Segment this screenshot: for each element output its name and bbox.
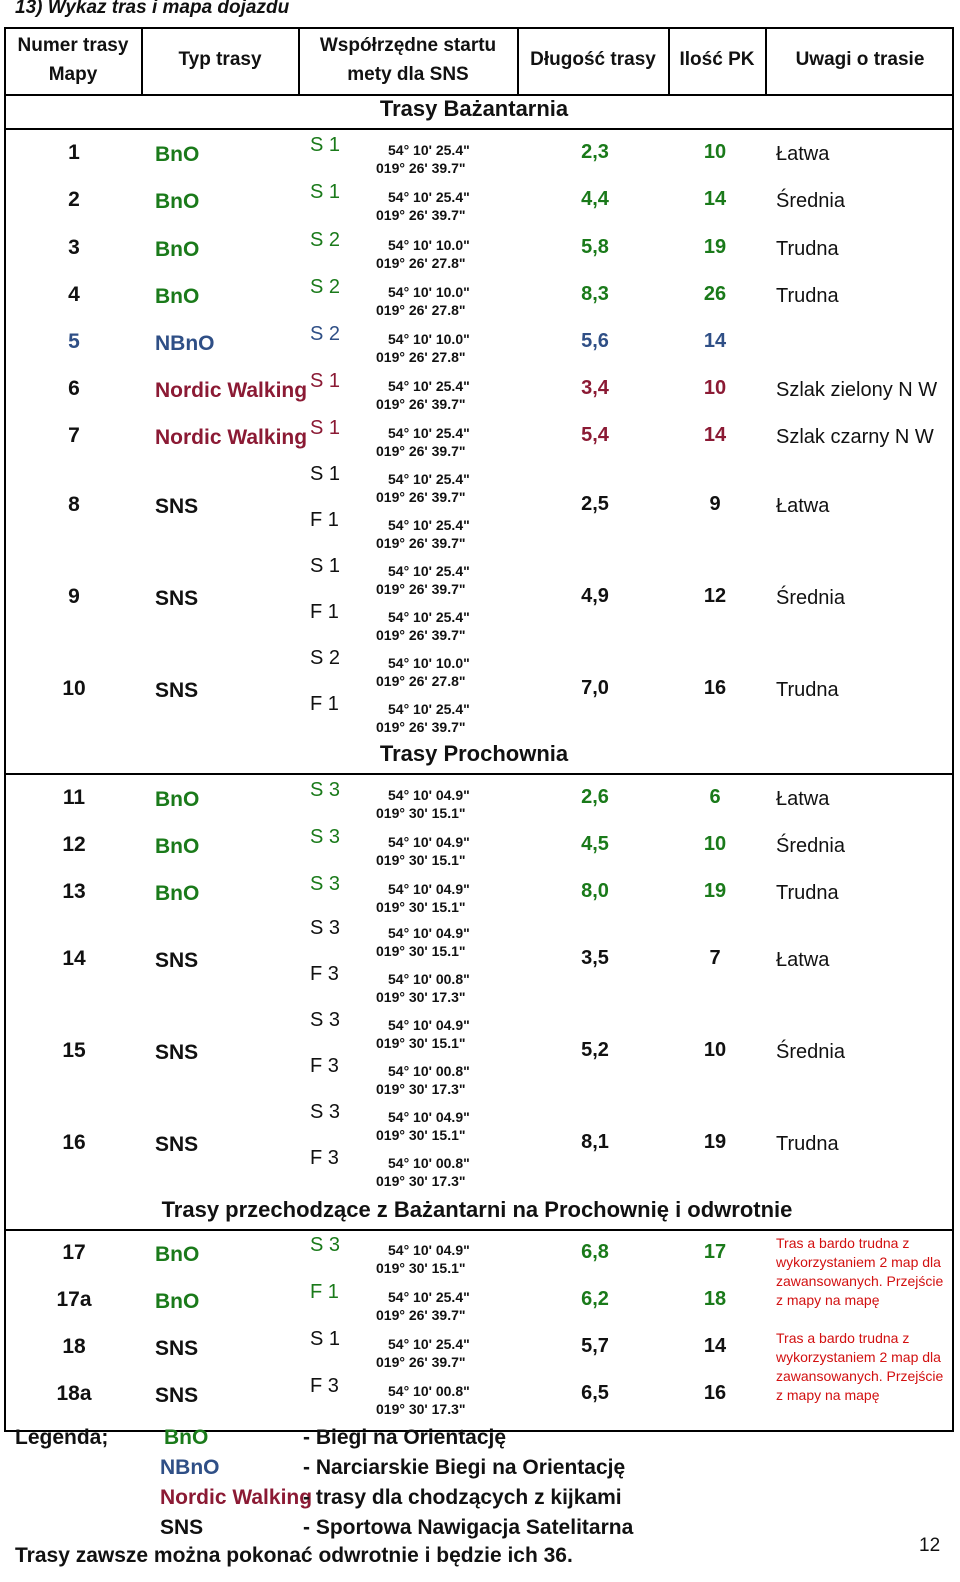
route-length: 8,0 [581,880,609,902]
page-heading: 13) Wykaz tras i mapa dojazdu [15,0,290,18]
start-point-label: F 1 [310,1281,339,1303]
legend-symbol: Nordic Walking [160,1486,313,1509]
route-note: Trudna [776,1133,839,1155]
route-type: NBnO [155,332,215,355]
start-coordinates: 54° 10' 04.9" 019° 30' 15.1" [376,1242,470,1276]
finish-coordinates: 54° 10' 00.8" 019° 30' 17.3" [376,1155,470,1189]
header-notes: Uwagi o trasie [795,49,925,70]
route-length: 3,4 [581,377,609,399]
start-point-label: S 2 [310,323,341,345]
route-note-17: Tras a bardo trudna z wykorzystaniem 2 map dla zawansowanych. Przejście z mapy na mapę [776,1235,944,1308]
start-point-label: S 2 [310,647,341,669]
control-points-count: 9 [709,493,721,515]
start-coordinates: 54° 10' 10.0" 019° 26' 27.8" [376,284,470,318]
route-number: 3 [68,236,80,259]
route-length: 4,9 [581,585,609,607]
start-point-label: S 3 [310,779,341,801]
route-note: Szlak czarny N W [776,426,934,448]
legend-label: Legenda; [15,1426,109,1449]
legend-description: - trasy dla chodzących z kijkami [303,1486,622,1509]
route-note: Łatwa [776,143,830,165]
section-divider [4,1229,954,1231]
start-point-label: S 3 [310,917,341,939]
route-note: Szlak zielony N W [776,379,938,401]
control-points-count: 10 [703,141,727,163]
start-point-label: S 2 [310,276,341,298]
route-length: 5,2 [581,1039,609,1061]
control-points-count: 19 [703,236,727,258]
route-length: 2,5 [581,493,609,515]
control-points-count: 14 [703,424,727,446]
start-coordinates: 54° 10' 10.0" 019° 26' 27.8" [376,331,470,365]
finish-point-label: F 1 [310,601,339,623]
finish-coordinates: 54° 10' 25.4" 019° 26' 39.7" [376,517,470,551]
route-length: 6,2 [581,1288,609,1310]
route-type: SNS [155,1337,199,1360]
control-points-count: 10 [703,1039,727,1061]
start-coordinates: 54° 10' 04.9" 019° 30' 15.1" [376,834,470,868]
header-pk: Ilość PK [679,49,755,70]
route-number: 9 [68,585,80,608]
control-points-count: 17 [703,1241,727,1263]
start-coordinates: 54° 10' 25.4" 019° 26' 39.7" [376,142,470,176]
start-coordinates: 54° 10' 25.4" 019° 26' 39.7" [376,471,470,505]
route-number: 5 [68,330,80,353]
route-type: BnO [155,190,200,213]
control-points-count: 14 [703,1335,727,1357]
route-type: SNS [155,1384,199,1407]
legend-symbol: SNS [160,1516,204,1539]
route-length: 8,3 [581,283,609,305]
route-note: Średnia [776,1041,845,1063]
route-note: Średnia [776,190,845,212]
route-type: BnO [155,882,200,905]
legend-symbol: BnO [164,1426,209,1449]
route-note: Łatwa [776,788,830,810]
start-coordinates: 54° 10' 04.9" 019° 30' 15.1" [376,881,470,915]
route-note-18: Tras a bardo trudna z wykorzystaniem 2 map dla zawansowanych. Przejście z mapy na mapę [776,1330,944,1403]
start-coordinates: 54° 10' 25.4" 019° 26' 39.7" [376,563,470,597]
route-type: BnO [155,143,200,166]
start-coordinates: 54° 10' 04.9" 019° 30' 15.1" [376,1017,470,1051]
control-points-count: 14 [703,188,727,210]
route-number: 10 [62,677,86,700]
route-type: BnO [155,1243,200,1266]
route-length: 6,8 [581,1241,609,1263]
start-point-label: S 1 [310,181,341,203]
footer-note: Trasy zawsze można pokonać odwrotnie i będzie ich 36. [15,1544,573,1567]
section-divider [4,773,954,775]
route-type: SNS [155,495,199,518]
route-number: 11 [62,786,86,809]
route-length: 6,5 [581,1382,609,1404]
route-length: 5,8 [581,236,609,258]
control-points-count: 12 [703,585,727,607]
start-point-label: S 3 [310,826,341,848]
start-coordinates: 54° 10' 25.4" 019° 26' 39.7" [376,425,470,459]
route-number: 17a [56,1288,92,1311]
control-points-count: 10 [703,377,727,399]
route-length: 2,6 [581,786,609,808]
route-length: 3,5 [581,947,609,969]
finish-point-label: F 3 [310,963,339,985]
route-type: SNS [155,949,199,972]
finish-coordinates: 54° 10' 25.4" 019° 26' 39.7" [376,701,470,735]
control-points-count: 26 [703,283,727,305]
route-length: 5,4 [581,424,609,446]
route-length: 2,3 [581,141,609,163]
finish-point-label: F 3 [310,1147,339,1169]
route-length: 4,5 [581,833,609,855]
route-length: 7,0 [581,677,609,699]
start-coordinates: 54° 10' 04.9" 019° 30' 15.1" [376,1109,470,1143]
finish-coordinates: 54° 10' 00.8" 019° 30' 17.3" [376,971,470,1005]
finish-point-label: F 1 [310,509,339,531]
start-point-label: S 2 [310,229,341,251]
start-point-label: S 1 [310,370,341,392]
route-number: 13 [62,880,86,903]
route-number: 7 [68,424,80,447]
finish-point-label: F 1 [310,693,339,715]
start-point-label: F 3 [310,1375,339,1397]
route-number: 17 [62,1241,86,1264]
control-points-count: 16 [703,1382,727,1404]
route-length: 5,7 [581,1335,609,1357]
control-points-count: 7 [709,947,721,969]
section-title-prochownia: Trasy Prochownia [379,741,569,766]
start-coordinates: 54° 10' 25.4" 019° 26' 39.7" [376,1289,470,1323]
route-number: 2 [68,188,80,211]
start-point-label: S 1 [310,555,341,577]
route-note: Trudna [776,679,839,701]
header-length: Długość trasy [530,49,656,70]
start-point-label: S 3 [310,873,341,895]
route-type: Nordic Walking [155,379,308,402]
control-points-count: 19 [703,1131,727,1153]
route-number: 4 [68,283,80,306]
route-type: BnO [155,238,200,261]
route-type: BnO [155,835,200,858]
start-point-label: S 3 [310,1234,341,1256]
start-point-label: S 1 [310,463,341,485]
header-route-number: Numer trasy Mapy [17,35,129,85]
route-note: Trudna [776,285,839,307]
section-divider [4,128,954,130]
route-type: SNS [155,1041,199,1064]
start-point-label: S 3 [310,1101,341,1123]
route-number: 14 [62,947,86,970]
route-type: BnO [155,1290,200,1313]
route-number: 15 [62,1039,86,1062]
start-point-label: S 1 [310,1328,341,1350]
control-points-count: 18 [703,1288,727,1310]
finish-point-label: F 3 [310,1055,339,1077]
route-type: BnO [155,788,200,811]
header-coordinates: Współrzędne startu mety dla SNS [319,35,497,85]
finish-coordinates: 54° 10' 00.8" 019° 30' 17.3" [376,1063,470,1097]
route-length: 4,4 [581,188,609,210]
route-note: Łatwa [776,495,830,517]
route-type: SNS [155,1133,199,1156]
start-coordinates: 54° 10' 10.0" 019° 26' 27.8" [376,237,470,271]
route-number: 18a [56,1382,92,1405]
control-points-count: 10 [703,833,727,855]
legend-symbol: NBnO [160,1456,220,1479]
page-number: 12 [919,1535,941,1556]
finish-coordinates: 54° 10' 25.4" 019° 26' 39.7" [376,609,470,643]
start-coordinates: 54° 10' 10.0" 019° 26' 27.8" [376,655,470,689]
route-number: 8 [68,493,80,516]
start-point-label: S 1 [310,134,341,156]
start-coordinates: 54° 10' 04.9" 019° 30' 15.1" [376,787,470,821]
start-point-label: S 3 [310,1009,341,1031]
route-note: Łatwa [776,949,830,971]
route-number: 16 [62,1131,86,1154]
control-points-count: 14 [703,330,727,352]
route-length: 8,1 [581,1131,609,1153]
route-number: 1 [68,141,80,164]
legend-description: - Sportowa Nawigacja Satelitarna [303,1516,634,1539]
legend-description: - Biegi na Orientację [303,1426,507,1449]
start-point-label: S 1 [310,417,341,439]
route-number: 18 [62,1335,86,1358]
route-number: 6 [68,377,80,400]
route-type: BnO [155,285,200,308]
route-type: Nordic Walking [155,426,308,449]
route-type: SNS [155,587,199,610]
start-coordinates: 54° 10' 25.4" 019° 26' 39.7" [376,189,470,223]
route-number: 12 [62,833,86,856]
start-coordinates: 54° 10' 00.8" 019° 30' 17.3" [376,1383,470,1417]
route-note: Średnia [776,587,845,609]
legend-description: - Narciarskie Biegi na Orientację [303,1456,626,1479]
control-points-count: 6 [709,786,721,808]
start-coordinates: 54° 10' 25.4" 019° 26' 39.7" [376,378,470,412]
header-route-type: Typ trasy [178,49,262,70]
control-points-count: 16 [703,677,727,699]
route-note: Średnia [776,835,845,857]
section-title-bazantarnia: Trasy Bażantarnia [379,96,569,121]
start-coordinates: 54° 10' 25.4" 019° 26' 39.7" [376,1336,470,1370]
route-length: 5,6 [581,330,609,352]
route-note: Trudna [776,238,839,260]
start-coordinates: 54° 10' 04.9" 019° 30' 15.1" [376,925,470,959]
section-title-crossing: Trasy przechodzące z Bażantarni na Prochownię i odwrotnie [161,1197,793,1222]
route-note: Trudna [776,882,839,904]
control-points-count: 19 [703,880,727,902]
route-type: SNS [155,679,199,702]
